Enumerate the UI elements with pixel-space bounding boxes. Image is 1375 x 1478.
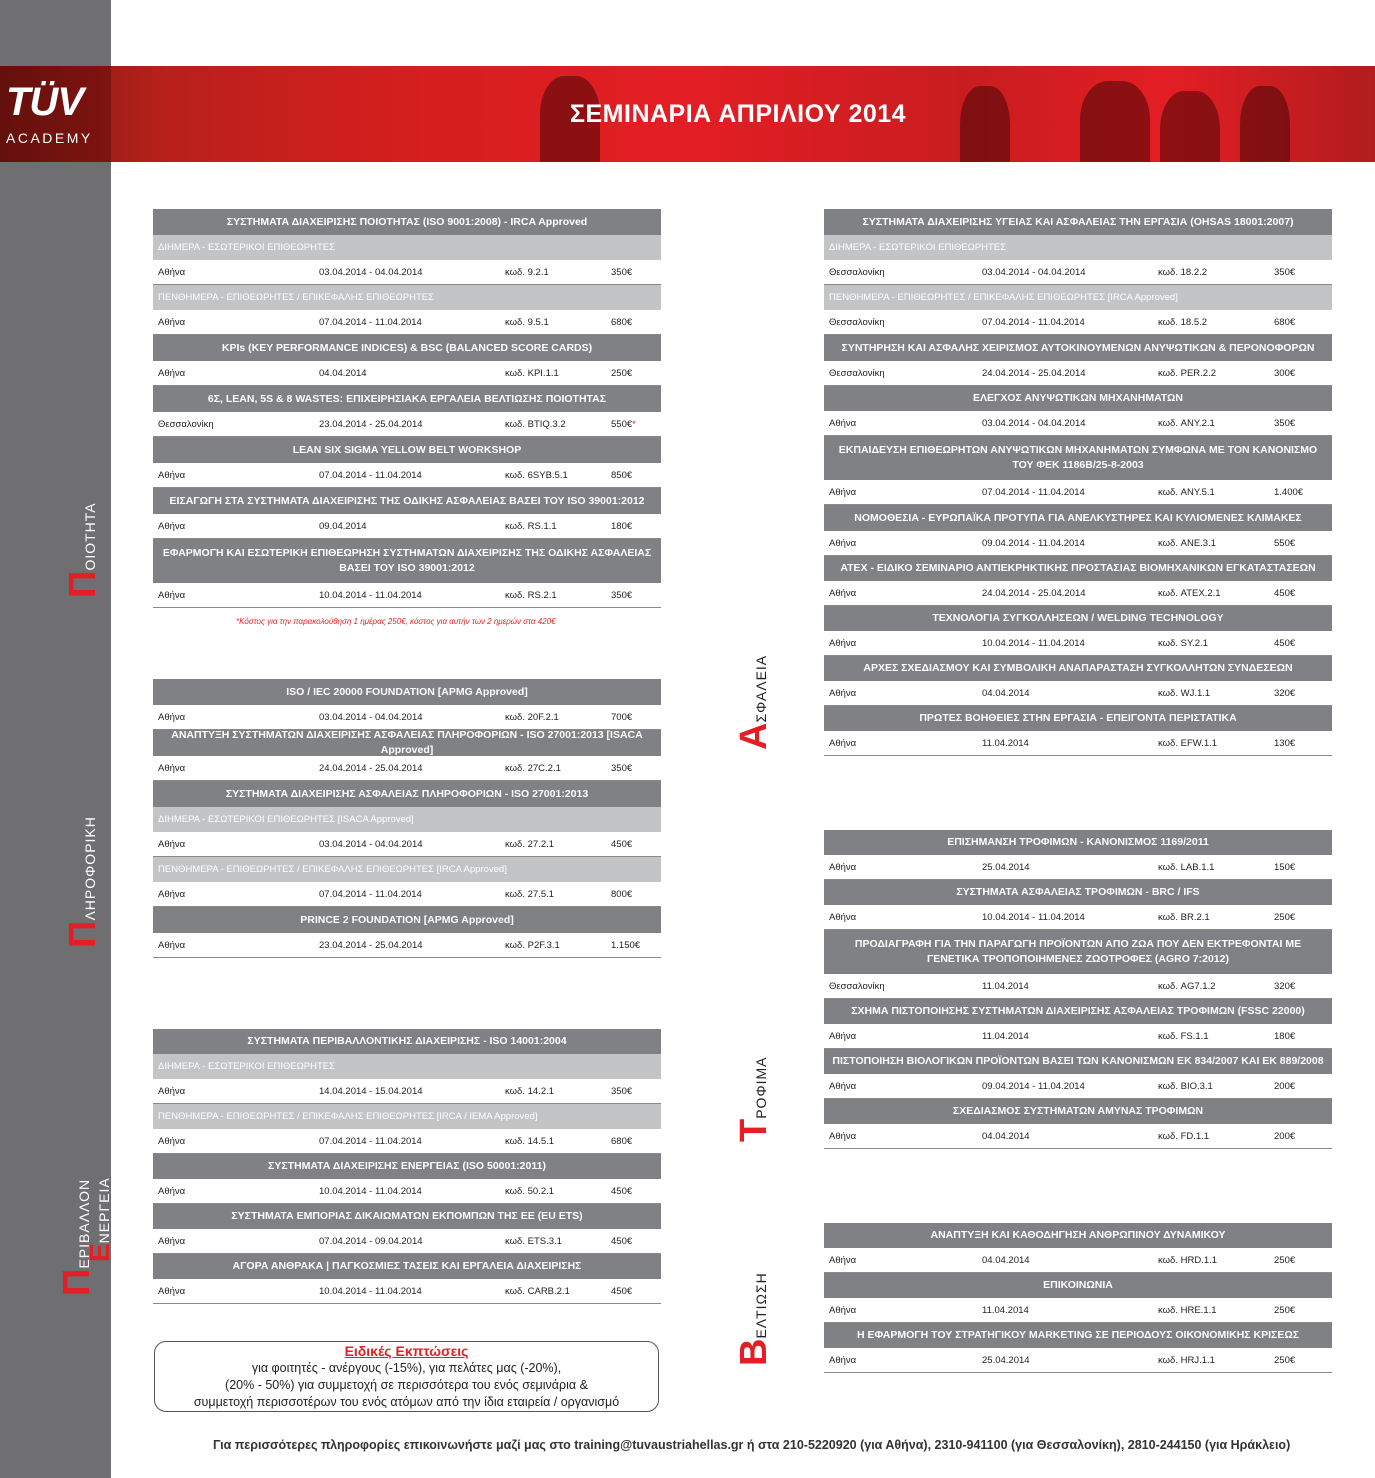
row-code: κωδ. LAB.1.1 [1158, 862, 1215, 873]
course-header: LEAN SIX SIGMA YELLOW BELT WORKSHOP [153, 437, 661, 463]
course-subheader: ΠΕΝΘΗΜΕΡΑ - ΕΠΙΘΕΩΡΗΤΕΣ / ΕΠΙΚΕΦΑΛΗΣ ΕΠΙΘΕΩΡΗΤΕΣ [IRCA / IEMA Approved] [153, 1104, 661, 1129]
table-row [824, 974, 1332, 999]
section-label-energeia [84, 1177, 116, 1262]
row-code: κωδ. FS.1.1 [1158, 1031, 1209, 1042]
logo-subtitle: ACADEMY [6, 130, 93, 146]
row-city: Αθήνα [829, 912, 857, 923]
row-code: κωδ. WJ.1.1 [1158, 688, 1211, 699]
row-city: Αθήνα [158, 763, 186, 774]
row-dates: 07.04.2014 - 11.04.2014 [982, 487, 1085, 498]
course-header: Η ΕΦΑΡΜΟΓΗ ΤΟΥ ΣΤΡΑΤΗΓΙΚΟΥ MARKETING ΣΕ ΠΕΡΙΟΔΟΥΣ ΟΙΚΟΝΟΜΙΚΗΣ ΚΡΙΣΕΩΣ [824, 1323, 1332, 1348]
row-price: 800€ [611, 889, 633, 900]
row-dates: 10.04.2014 - 11.04.2014 [319, 590, 422, 601]
course-header: ΑΝΑΠΤΥΞΗ ΣΥΣΤΗΜΑΤΩΝ ΔΙΑΧΕΙΡΙΣΗΣ ΑΣΦΑΛΕΙΑΣ ΠΛΗΡΟΦΟΡΙΩΝ - ISO 27001:2013 [ISACA Approved] [153, 730, 661, 756]
row-price: 350€ [1274, 267, 1296, 278]
table-row [824, 1024, 1332, 1049]
row-city: Αθήνα [829, 1131, 857, 1142]
table-row [153, 832, 661, 857]
course-header: ΠΙΣΤΟΠΟΙΗΣΗ ΒΙΟΛΟΓΙΚΩΝ ΠΡΟΪΟΝΤΩΝ ΒΑΣΕΙ ΤΩΝ ΚΑΝΟΝΙΣΜΩΝ ΕΚ 834/2007 ΚΑΙ ΕΚ 889/2008 [824, 1049, 1332, 1074]
row-price: 350€ [611, 1086, 633, 1097]
row-city: Αθήνα [829, 487, 857, 498]
table-row [824, 905, 1332, 930]
row-dates: 23.04.2014 - 25.04.2014 [319, 940, 423, 951]
row-price: 320€ [1274, 981, 1296, 992]
row-price: 550€ [1274, 538, 1296, 549]
row-price: 450€ [611, 1286, 633, 1297]
row-city: Αθήνα [829, 1305, 857, 1316]
table-row [824, 1124, 1332, 1149]
row-code: κωδ. SY.2.1 [1158, 638, 1208, 649]
section-initial: Π [62, 570, 104, 598]
section-rest: ΝΕΡΓΕΙΑ [96, 1177, 112, 1244]
row-dates: 10.04.2014 - 11.04.2014 [982, 638, 1085, 649]
quality-seminars-table [153, 209, 661, 608]
section-label-asfaleia [733, 655, 776, 750]
table-row [824, 480, 1332, 505]
section-rest: ΣΦΑΛΕΙΑ [753, 654, 769, 723]
table-row [824, 855, 1332, 880]
course-subheader: ΠΕΝΘΗΜΕΡΑ - ΕΠΙΘΕΩΡΗΤΕΣ / ΕΠΙΚΕΦΑΛΗΣ ΕΠΙΘΕΩΡΗΤΕΣ [153, 285, 661, 310]
course-header: ΣΥΝΤΗΡΗΣΗ ΚΑΙ ΑΣΦΑΛΗΣ ΧΕΙΡΙΣΜΟΣ ΑΥΤΟΚΙΝΟΥΜΕΝΩΝ ΑΝΥΨΩΤΙΚΩΝ & ΠΕΡΟΝΟΦΟΡΩΝ [824, 335, 1332, 361]
row-dates: 03.04.2014 - 04.04.2014 [319, 712, 423, 723]
row-price: 680€ [611, 1136, 633, 1147]
row-city: Θεσσαλονίκη [829, 267, 885, 278]
course-header: ΣΧΕΔΙΑΣΜΟΣ ΣΥΣΤΗΜΑΤΩΝ ΑΜΥΝΑΣ ΤΡΟΦΙΜΩΝ [824, 1099, 1332, 1124]
row-code: κωδ. ANE.3.1 [1158, 538, 1216, 549]
row-dates: 23.04.2014 - 25.04.2014 [319, 419, 423, 430]
row-city: Αθήνα [158, 839, 186, 850]
row-price: 450€ [611, 1186, 633, 1197]
row-price: 180€ [611, 521, 633, 532]
course-subheader: ΔΙΗΜΕΡΑ - ΕΣΩΤΕΡΙΚΟΙ ΕΠΙΘΕΩΡΗΤΕΣ [153, 1054, 661, 1079]
row-price: 450€ [1274, 588, 1296, 599]
special-discounts-box [154, 1341, 659, 1412]
table-row [153, 583, 661, 608]
section-initial: Ε [84, 1243, 115, 1262]
row-code: κωδ. 9.5.1 [505, 317, 549, 328]
row-dates: 07.04.2014 - 11.04.2014 [319, 470, 422, 481]
row-dates: 04.04.2014 [982, 1255, 1030, 1266]
course-header: ΣΥΣΤΗΜΑΤΑ ΔΙΑΧΕΙΡΙΣΗΣ ΕΝΕΡΓΕΙΑΣ (ISO 50001:2011) [153, 1154, 661, 1179]
row-code: κωδ. 27.2.1 [505, 839, 555, 850]
table-row [824, 731, 1332, 756]
table-row [824, 681, 1332, 706]
course-header: ΝΟΜΟΘΕΣΙΑ - ΕΥΡΩΠΑΪΚΑ ΠΡΟΤΥΠΑ ΓΙΑ ΑΝΕΛΚΥΣΤΗΡΕΣ ΚΑΙ ΚΥΛΙΟΜΕΝΕΣ ΚΛΙΜΑΚΕΣ [824, 505, 1332, 531]
row-dates: 10.04.2014 - 11.04.2014 [982, 912, 1085, 923]
row-dates: 07.04.2014 - 11.04.2014 [319, 889, 422, 900]
row-price: 180€ [1274, 1031, 1296, 1042]
contact-info: Για περισσότερες πληροφορίες επικοινωνήστε μαζί μας στο training@tuvaustriahellas.gr ή στα 210-5220920 (για Αθήνα), 2310-941100 (για Θεσσαλονίκη), 2810-244150 (για Ηράκλειο) [213, 1438, 1291, 1452]
row-dates: 24.04.2014 - 25.04.2014 [982, 368, 1086, 379]
course-header: ΕΛΕΓΧΟΣ ΑΝΥΨΩΤΙΚΩΝ ΜΗΧΑΝΗΜΑΤΩΝ [824, 386, 1332, 411]
table-row [153, 1229, 661, 1254]
discount-line: (20% - 50%) για συμμετοχή σε περισσότερα του ενός σεμινάρια & [225, 1378, 588, 1392]
section-rest: ΡΟΦΙΜΑ [753, 1056, 769, 1119]
row-city: Αθήνα [829, 638, 857, 649]
section-label-pliroforiki [62, 816, 105, 948]
row-code: κωδ. RS.2.1 [505, 590, 557, 601]
table-row [824, 260, 1332, 285]
course-subheader: ΠΕΝΘΗΜΕΡΑ - ΕΠΙΘΕΩΡΗΤΕΣ / ΕΠΙΚΕΦΑΛΗΣ ΕΠΙΘΕΩΡΗΤΕΣ [IRCA Approved] [824, 285, 1332, 310]
row-dates: 11.04.2014 [982, 1031, 1029, 1042]
table-row [153, 882, 661, 907]
row-dates: 25.04.2014 [982, 1355, 1030, 1366]
row-city: Αθήνα [158, 368, 186, 379]
row-city: Αθήνα [158, 712, 186, 723]
row-dates: 09.04.2014 - 11.04.2014 [982, 538, 1085, 549]
row-price: 850€ [611, 470, 633, 481]
row-code: κωδ. BIO.3.1 [1158, 1081, 1213, 1092]
row-price: 1.400€ [1274, 487, 1304, 498]
table-row [824, 1248, 1332, 1273]
table-row [824, 411, 1332, 436]
course-header: ΕΚΠΑΙΔΕΥΣΗ ΕΠΙΘΕΩΡΗΤΩΝ ΑΝΥΨΩΤΙΚΩΝ ΜΗΧΑΝΗΜΑΤΩΝ ΣΥΜΦΩΝΑ ΜΕ ΤΟΝ ΚΑΝΟΝΙΣΜΟ ΤΟΥ ΦΕΚ 1186Β/25-8-2003 [824, 436, 1332, 480]
row-code: κωδ. 50.2.1 [505, 1186, 555, 1197]
section-initial: Α [733, 722, 775, 750]
row-dates: 24.04.2014 - 25.04.2014 [319, 763, 423, 774]
section-initial: Β [733, 1338, 775, 1366]
table-row [153, 1179, 661, 1204]
row-code: κωδ. ANY.5.1 [1158, 487, 1215, 498]
table-row [153, 933, 661, 958]
table-row [153, 1129, 661, 1154]
row-price: 200€ [1274, 1131, 1296, 1142]
row-code: κωδ. ANY.2.1 [1158, 418, 1215, 429]
header-banner [0, 66, 1375, 162]
section-rest: ΕΡΙΒΑΛΛΟΝ [76, 1178, 92, 1269]
discount-title: Ειδικές Εκπτώσεις [344, 1343, 469, 1359]
course-header: ΕΙΣΑΓΩΓΗ ΣΤΑ ΣΥΣΤΗΜΑΤΑ ΔΙΑΧΕΙΡΙΣΗΣ ΤΗΣ ΟΔΙΚΗΣ ΑΣΦΑΛΕΙΑΣ ΒΑΣΕΙ ΤΟΥ ISO 39001:2012 [153, 488, 661, 514]
row-city: Αθήνα [158, 317, 186, 328]
row-code: κωδ. ETS.3.1 [505, 1236, 562, 1247]
row-city: Αθήνα [158, 590, 186, 601]
row-city: Αθήνα [158, 521, 186, 532]
row-price: 350€ [1274, 418, 1296, 429]
row-dates: 03.04.2014 - 04.04.2014 [319, 267, 423, 278]
course-header: ΣΥΣΤΗΜΑΤΑ ΕΜΠΟΡΙΑΣ ΔΙΚΑΙΩΜΑΤΩΝ ΕΚΠΟΜΠΩΝ ΤΗΣ ΕΕ (EU ETS) [153, 1204, 661, 1229]
row-dates: 24.04.2014 - 25.04.2014 [982, 588, 1086, 599]
safety-seminars-table [824, 209, 1332, 756]
table-row [153, 705, 661, 730]
row-price: 150€ [1274, 862, 1296, 873]
row-price: 680€ [611, 317, 633, 328]
row-price: 450€ [611, 1236, 633, 1247]
price-footnote: *Κόστος για την παρακολούθηση 1 ημέρας 250€, κόστος για αυτήν των 2 ημερών στα 420€ [236, 617, 556, 626]
row-price: 250€ [1274, 912, 1296, 923]
row-city: Αθήνα [829, 688, 857, 699]
row-city: Αθήνα [158, 940, 186, 951]
course-header: ATEX - ΕΙΔΙΚΟ ΣΕΜΙΝΑΡΙΟ ΑΝΤΙΕΚΡΗΚΤΙΚΗΣ ΠΡΟΣΤΑΣΙΑΣ ΒΙΟΜΗΧΑΝΙΚΩΝ ΕΓΚΑΤΑΣΤΑΣΕΩΝ [824, 556, 1332, 581]
food-seminars-table [824, 830, 1332, 1149]
course-header: ΑΝΑΠΤΥΞΗ ΚΑΙ ΚΑΘΟΔΗΓΗΣΗ ΑΝΘΡΩΠΙΝΟΥ ΔΥΝΑΜΙΚΟΥ [824, 1223, 1332, 1248]
table-row [824, 531, 1332, 556]
section-initial: Τ [733, 1118, 775, 1142]
table-row [824, 631, 1332, 656]
row-dates: 03.04.2014 - 04.04.2014 [982, 418, 1086, 429]
row-dates: 11.04.2014 [982, 981, 1029, 992]
row-dates: 11.04.2014 [982, 1305, 1029, 1316]
row-dates: 07.04.2014 - 09.04.2014 [319, 1236, 423, 1247]
row-code: κωδ. 18.5.2 [1158, 317, 1208, 328]
discount-line: συμμετοχή περισσοτέρων του ενός ατόμων από την ίδια εταιρεία / οργανισμό [193, 1395, 620, 1409]
row-code: κωδ. CARB.2.1 [505, 1286, 570, 1297]
table-row [153, 260, 661, 285]
row-price: 450€ [1274, 638, 1296, 649]
row-city: Αθήνα [158, 1186, 186, 1197]
row-dates: 09.04.2014 - 11.04.2014 [982, 1081, 1085, 1092]
row-dates: 10.04.2014 - 11.04.2014 [319, 1286, 422, 1297]
section-rest: ΕΛΤΙΩΣΗ [753, 1272, 769, 1339]
course-header: ΠΡΩΤΕΣ ΒΟΗΘΕΙΕΣ ΣΤΗΝ ΕΡΓΑΣΙΑ - ΕΠΕΙΓΟΝΤΑ ΠΕΡΙΣΤΑΤΙΚΑ [824, 706, 1332, 731]
row-code: κωδ. PER.2.2 [1158, 368, 1216, 379]
row-city: Αθήνα [158, 1236, 186, 1247]
row-code: κωδ. BR.2.1 [1158, 912, 1210, 923]
row-city: Αθήνα [158, 1136, 186, 1147]
row-code: κωδ. 27C.2.1 [505, 763, 561, 774]
row-dates: 03.04.2014 - 04.04.2014 [319, 839, 423, 850]
table-row [824, 1074, 1332, 1099]
course-header: ISO / IEC 20000 FOUNDATION [APMG Approved] [153, 679, 661, 705]
row-code: κωδ. HRD.1.1 [1158, 1255, 1218, 1266]
row-code: κωδ. ATEX.2.1 [1158, 588, 1221, 599]
row-dates: 07.04.2014 - 11.04.2014 [319, 317, 422, 328]
table-row [153, 1279, 661, 1304]
row-city: Θεσσαλονίκη [158, 419, 214, 430]
improvement-seminars-table [824, 1223, 1332, 1373]
course-header: ΑΡΧΕΣ ΣΧΕΔΙΑΣΜΟΥ ΚΑΙ ΣΥΜΒΟΛΙΚΗ ΑΝΑΠΑΡΑΣΤΑΣΗ ΣΥΓΚΟΛΛΗΤΩΝ ΣΥΝΔΕΣΕΩΝ [824, 656, 1332, 681]
row-city: Αθήνα [829, 1355, 857, 1366]
row-code: κωδ. HRE.1.1 [1158, 1305, 1217, 1316]
table-row [824, 1298, 1332, 1323]
row-city: Αθήνα [829, 738, 857, 749]
row-city: Θεσσαλονίκη [829, 368, 885, 379]
table-row [824, 361, 1332, 386]
row-price: 1.150€ [611, 940, 641, 951]
course-header: ΠΡΟΔΙΑΓΡΑΦΗ ΓΙΑ ΤΗΝ ΠΑΡΑΓΩΓΗ ΠΡΟΪΟΝΤΩΝ ΑΠΟ ΖΩΑ ΠΟΥ ΔΕΝ ΕΚΤΡΕΦΟΝΤΑΙ ΜΕ ΓΕΝΕΤΙΚΑ ΤΡΟΠΟΠΟΙΗΜΕΝΕΣ ΖΩΟΤΡΟΦΕΣ (AGRO 7:2012) [824, 930, 1332, 974]
row-dates: 07.04.2014 - 11.04.2014 [319, 1136, 422, 1147]
table-row [153, 756, 661, 781]
row-price: 450€ [611, 839, 633, 850]
row-city: Αθήνα [829, 538, 857, 549]
table-row [153, 1079, 661, 1104]
section-initial: Π [56, 1268, 98, 1296]
section-label-poiotita [62, 502, 105, 598]
course-header: ΣΥΣΤΗΜΑΤΑ ΔΙΑΧΕΙΡΙΣΗΣ ΥΓΕΙΑΣ ΚΑΙ ΑΣΦΑΛΕΙΑΣ ΤΗΝ ΕΡΓΑΣΙΑ (OHSAS 18001:2007) [824, 209, 1332, 235]
row-city: Θεσσαλονίκη [829, 981, 885, 992]
row-code: κωδ. RS.1.1 [505, 521, 557, 532]
course-header: KPIs (KEY PERFORMANCE INDICES) & BSC (BALANCED SCORE CARDS) [153, 335, 661, 361]
course-header: ΕΠΙΣΗΜΑΝΣΗ ΤΡΟΦΙΜΩΝ - ΚΑΝΟΝΙΣΜΟΣ 1169/2011 [824, 830, 1332, 855]
row-code: κωδ. 6SYB.5.1 [505, 470, 568, 481]
row-dates: 11.04.2014 [982, 738, 1029, 749]
course-header: PRINCE 2 FOUNDATION [APMG Approved] [153, 907, 661, 933]
course-header: ΣΥΣΤΗΜΑΤΑ ΑΣΦΑΛΕΙΑΣ ΤΡΟΦΙΜΩΝ - BRC / IFS [824, 880, 1332, 905]
table-row [824, 310, 1332, 335]
row-price: 250€ [1274, 1255, 1296, 1266]
table-row [153, 514, 661, 539]
row-code: κωδ. P2F.3.1 [505, 940, 560, 951]
course-header: 6Σ, LEAN, 5S & 8 WASTES: ΕΠΙΧΕΙΡΗΣΙΑΚΑ ΕΡΓΑΛΕΙΑ ΒΕΛΤΙΩΣΗΣ ΠΟΙΟΤΗΤΑΣ [153, 386, 661, 412]
row-price: 350€ [611, 590, 633, 601]
course-header: ΕΦΑΡΜΟΓΗ ΚΑΙ ΕΣΩΤΕΡΙΚΗ ΕΠΙΘΕΩΡΗΣΗ ΣΥΣΤΗΜΑΤΩΝ ΔΙΑΧΕΙΡΙΣΗΣ ΤΗΣ ΟΔΙΚΗΣ ΑΣΦΑΛΕΙΑΣ ΒΑΣΕΙ ΤΟΥ ISO 39001:2012 [153, 539, 661, 583]
row-city: Θεσσαλονίκη [829, 317, 885, 328]
section-initial: Π [62, 920, 104, 948]
section-label-veltiosi [733, 1272, 776, 1366]
row-dates: 14.04.2014 - 15.04.2014 [319, 1086, 423, 1097]
row-price: 680€ [1274, 317, 1296, 328]
discount-line: για φοιτητές - ανέργους (-15%), για πελάτες μας (-20%), [251, 1361, 562, 1375]
row-code: κωδ. 14.2.1 [505, 1086, 555, 1097]
row-code: κωδ. 20F.2.1 [505, 712, 559, 723]
row-price: 350€ [611, 267, 633, 278]
row-city: Αθήνα [158, 1286, 186, 1297]
row-city: Αθήνα [829, 418, 857, 429]
row-dates: 04.04.2014 [319, 368, 367, 379]
course-header: ΣΧΗΜΑ ΠΙΣΤΟΠΟΙΗΣΗΣ ΣΥΣΤΗΜΑΤΩΝ ΔΙΑΧΕΙΡΙΣΗΣ ΑΣΦΑΛΕΙΑΣ ΤΡΟΦΙΜΩΝ (FSSC 22000) [824, 999, 1332, 1024]
row-city: Αθήνα [158, 889, 186, 900]
row-price: 300€ [1274, 368, 1296, 379]
course-header: ΑΓΟΡΑ ΑΝΘΡΑΚΑ | ΠΑΓΚΟΣΜΙΕΣ ΤΑΣΕΙΣ ΚΑΙ ΕΡΓΑΛΕΙΑ ΔΙΑΧΕΙΡΙΣΗΣ [153, 1254, 661, 1279]
row-city: Αθήνα [158, 1086, 186, 1097]
page-title: ΣΕΜΙΝΑΡΙΑ ΑΠΡΙΛΙΟΥ 2014 [570, 100, 907, 128]
row-code: κωδ. BTIQ.3.2 [505, 419, 566, 430]
course-subheader: ΔΙΗΜΕΡΑ - ΕΣΩΤΕΡΙΚΟΙ ΕΠΙΘΕΩΡΗΤΕΣ [ISACA Approved] [153, 807, 661, 832]
course-header: ΣΥΣΤΗΜΑΤΑ ΔΙΑΧΕΙΡΙΣΗΣ ΠΟΙΟΤΗΤΑΣ (ISO 9001:2008) - IRCA Approved [153, 209, 661, 235]
row-code: κωδ. AG7.1.2 [1158, 981, 1216, 992]
row-price: 550€* [611, 419, 636, 430]
row-code: κωδ. 9.2.1 [505, 267, 549, 278]
row-code: κωδ. 27.5.1 [505, 889, 555, 900]
row-code: κωδ. KPI.1.1 [505, 368, 559, 379]
course-header: ΤΕΧΝΟΛΟΓΙΑ ΣΥΓΚΟΛΛΗΣΕΩΝ / WELDING TECHNOLOGY [824, 606, 1332, 631]
section-rest: ΛΗΡΟΦΟΡΙΚΗ [82, 816, 98, 921]
row-price: 250€ [611, 368, 633, 379]
row-code: κωδ. EFW.1.1 [1158, 738, 1218, 749]
course-subheader: ΔΙΗΜΕΡΑ - ΕΣΩΤΕΡΙΚΟΙ ΕΠΙΘΕΩΡΗΤΕΣ [153, 235, 661, 260]
table-row [153, 310, 661, 335]
environment-seminars-table [153, 1029, 661, 1304]
row-code: κωδ. FD.1.1 [1158, 1131, 1210, 1142]
row-dates: 07.04.2014 - 11.04.2014 [982, 317, 1085, 328]
course-header: ΣΥΣΤΗΜΑΤΑ ΔΙΑΧΕΙΡΙΣΗΣ ΑΣΦΑΛΕΙΑΣ ΠΛΗΡΟΦΟΡΙΩΝ - ISO 27001:2013 [153, 781, 661, 807]
row-city: Αθήνα [158, 267, 186, 278]
row-price: 700€ [611, 712, 633, 723]
row-price: 200€ [1274, 1081, 1296, 1092]
row-dates: 09.04.2014 [319, 521, 367, 532]
table-row [153, 361, 661, 386]
table-row [153, 463, 661, 488]
row-dates: 10.04.2014 - 11.04.2014 [319, 1186, 422, 1197]
section-label-trofima [733, 1056, 776, 1142]
table-row [824, 581, 1332, 606]
row-price: 250€ [1274, 1355, 1296, 1366]
row-dates: 04.04.2014 [982, 1131, 1030, 1142]
it-seminars-table [153, 679, 661, 958]
tuv-academy-logo [0, 66, 111, 162]
row-dates: 25.04.2014 [982, 862, 1030, 873]
section-rest: ΟΙΟΤΗΤΑ [82, 502, 98, 571]
table-row [824, 1348, 1332, 1373]
course-subheader: ΠΕΝΘΗΜΕΡΑ - ΕΠΙΘΕΩΡΗΤΕΣ / ΕΠΙΚΕΦΑΛΗΣ ΕΠΙΘΕΩΡΗΤΕΣ [IRCA Approved] [153, 857, 661, 882]
course-subheader: ΔΙΗΜΕΡΑ - ΕΣΩΤΕΡΙΚΟΙ ΕΠΙΘΕΩΡΗΤΕΣ [824, 235, 1332, 260]
row-price: 250€ [1274, 1305, 1296, 1316]
row-city: Αθήνα [829, 588, 857, 599]
row-city: Αθήνα [158, 470, 186, 481]
row-price: 350€ [611, 763, 633, 774]
row-city: Αθήνα [829, 1081, 857, 1092]
course-header: ΕΠΙΚΟΙΝΩΝΙΑ [824, 1273, 1332, 1298]
row-code: κωδ. 18.2.2 [1158, 267, 1208, 278]
logo-text: TÜV [6, 80, 83, 124]
row-code: κωδ. HRJ.1.1 [1158, 1355, 1215, 1366]
row-city: Αθήνα [829, 862, 857, 873]
row-city: Αθήνα [829, 1255, 857, 1266]
table-row [153, 412, 661, 437]
course-header: ΣΥΣΤΗΜΑΤΑ ΠΕΡΙΒΑΛΛΟΝΤΙΚΗΣ ΔΙΑΧΕΙΡΙΣΗΣ - ISO 14001:2004 [153, 1029, 661, 1054]
row-dates: 03.04.2014 - 04.04.2014 [982, 267, 1086, 278]
row-code: κωδ. 14.5.1 [505, 1136, 555, 1147]
row-price: 320€ [1274, 688, 1296, 699]
row-price: 130€ [1274, 738, 1296, 749]
row-dates: 04.04.2014 [982, 688, 1030, 699]
row-city: Αθήνα [829, 1031, 857, 1042]
